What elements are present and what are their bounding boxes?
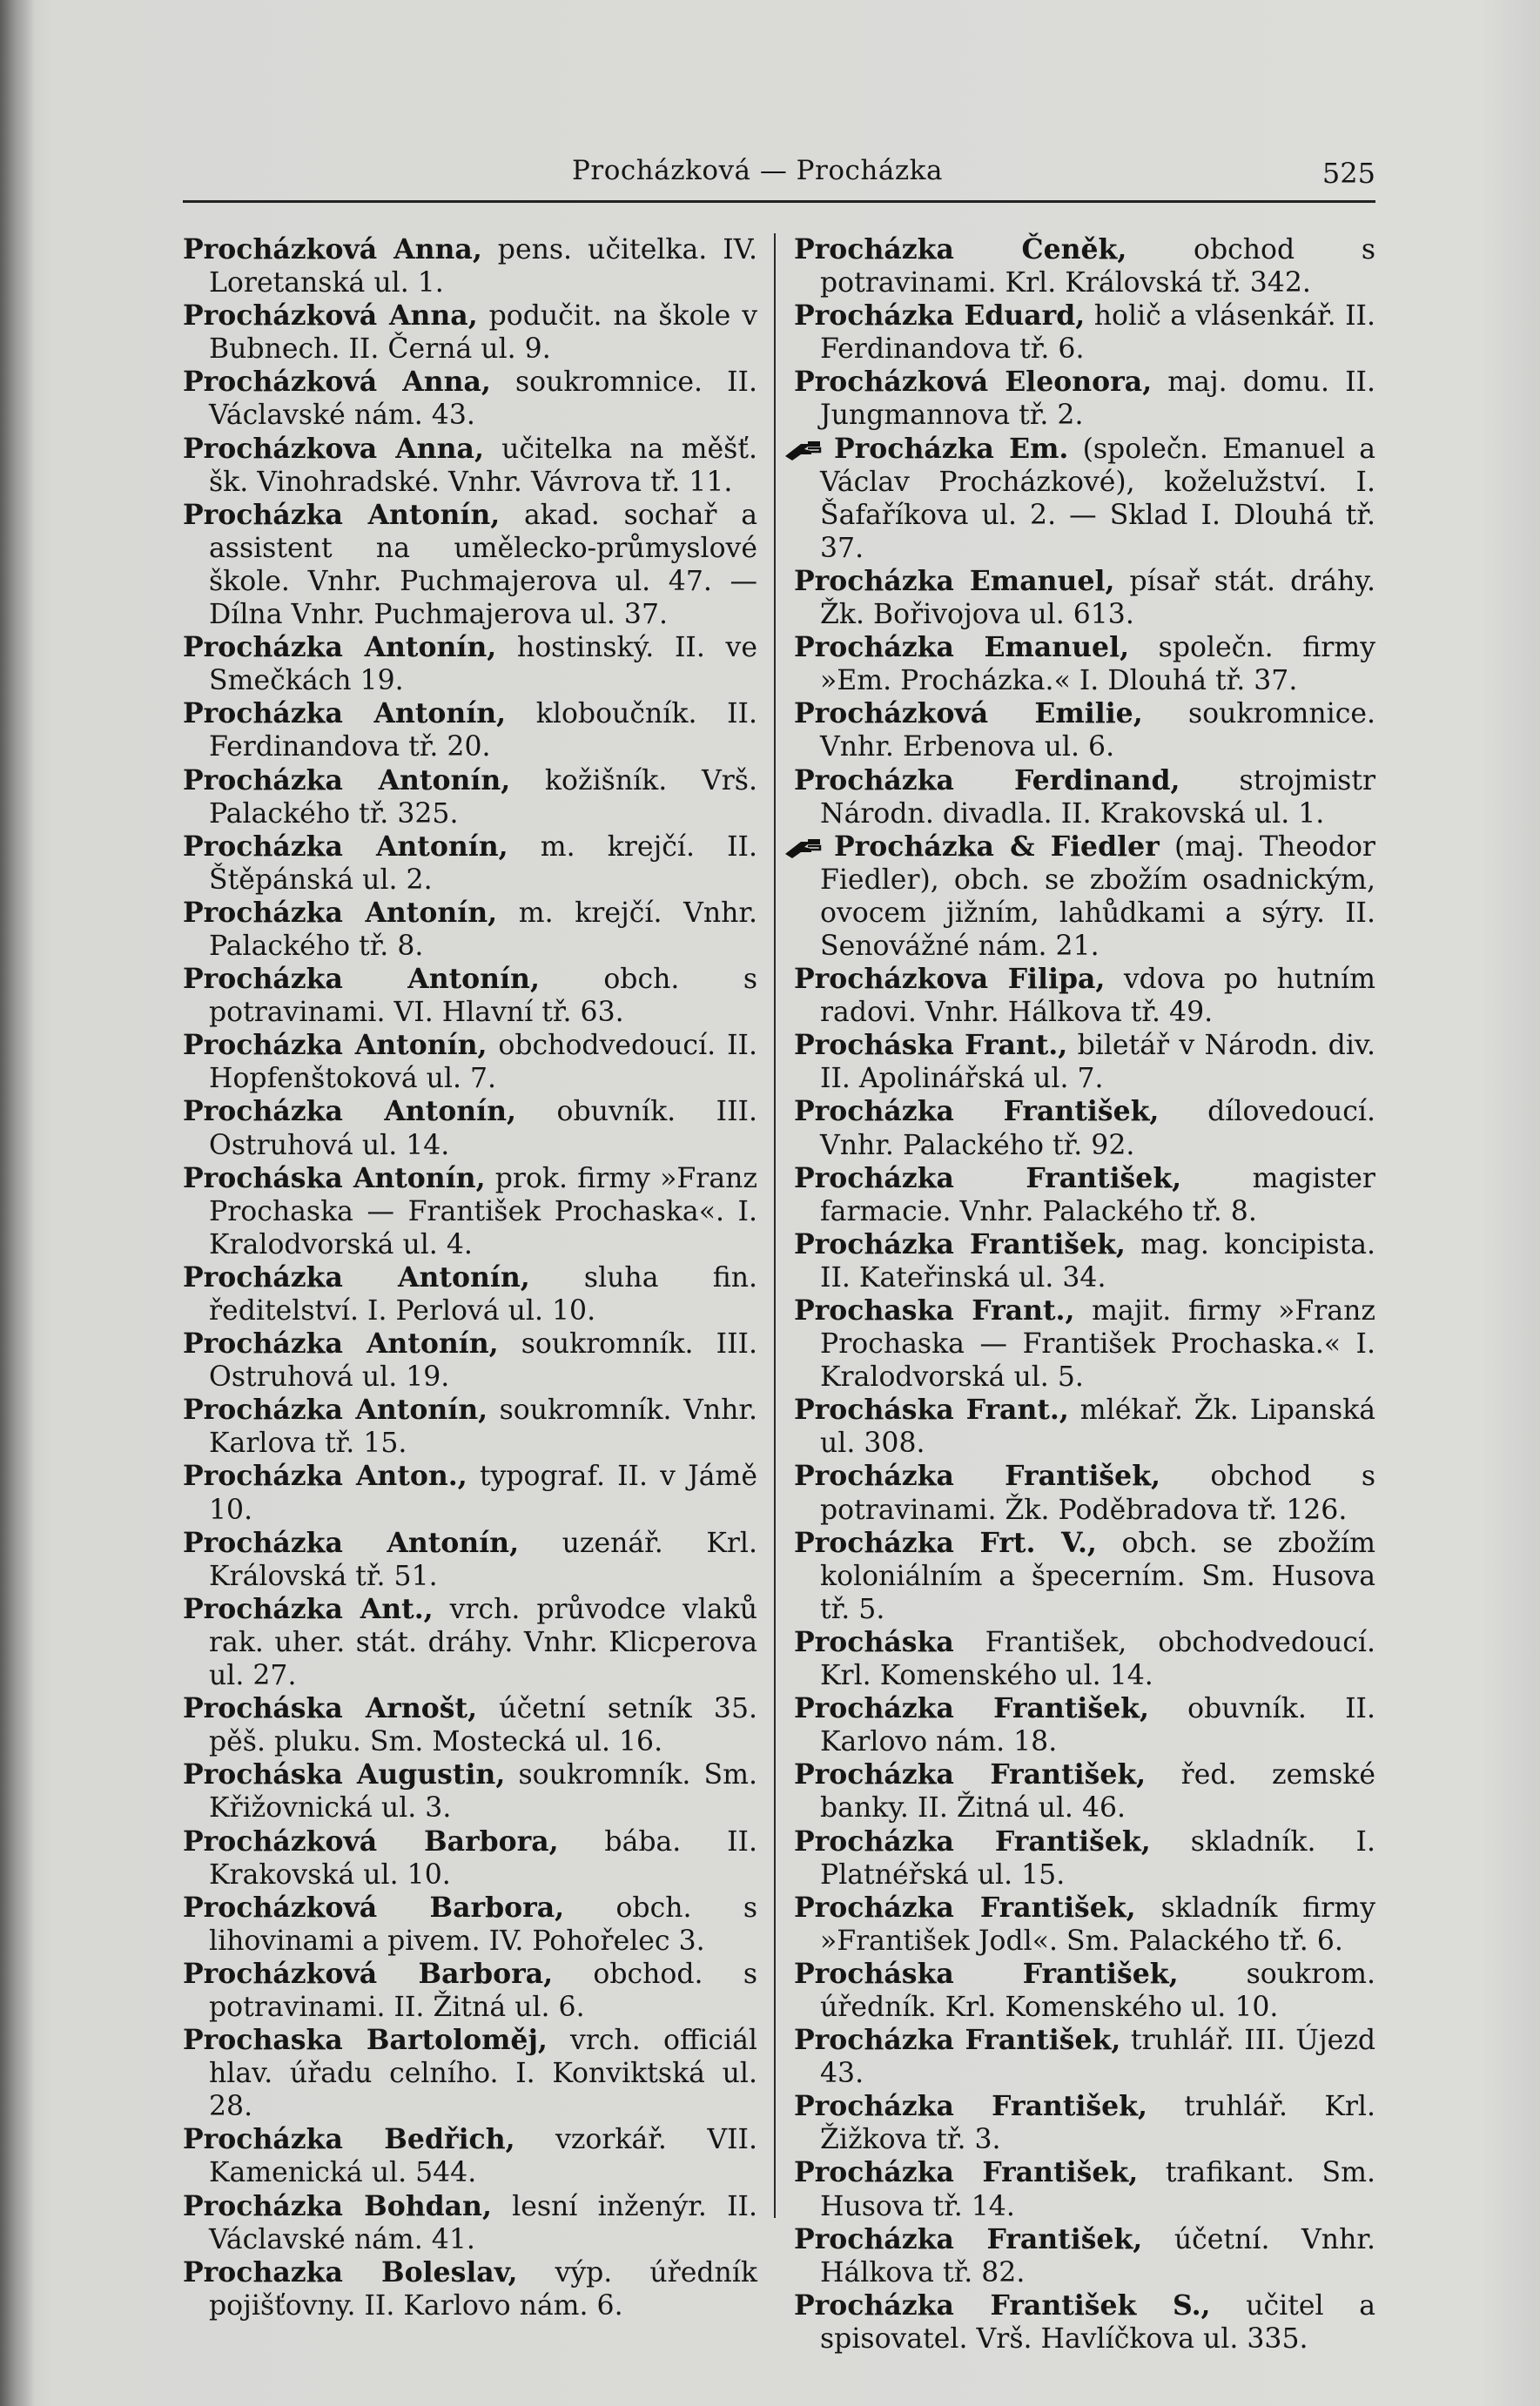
directory-entry xyxy=(794,631,1375,697)
directory-entry xyxy=(183,963,757,1029)
directory-entry xyxy=(183,299,757,366)
directory-entry xyxy=(183,1261,757,1327)
directory-entry xyxy=(183,2256,757,2322)
entry-name: Procházka Antonín, xyxy=(183,1260,530,1294)
entry-name: Procházková Barbora, xyxy=(183,1957,554,1990)
entry-name: Procháska Arnošt, xyxy=(183,1692,478,1725)
entry-details: trafikant. Sm. Husova tř. 14. xyxy=(820,2157,1375,2222)
entry-name: Procháska Augustin, xyxy=(183,1758,506,1791)
entry-details: obuvník. III. Ostruhová ul. 14. xyxy=(209,1096,758,1161)
entry-name: Procházka František, xyxy=(794,1227,1126,1260)
directory-entry xyxy=(183,1029,757,1095)
directory-entry xyxy=(183,1327,757,1394)
entry-name: Procháska xyxy=(794,1625,954,1658)
entry-name: Procházkova Filipa, xyxy=(794,963,1106,996)
entry-name: Procházka Frt. V., xyxy=(794,1526,1097,1559)
entry-details: výp. úředník pojišťovny. II. Karlovo nám. 6. xyxy=(209,2256,757,2322)
left-column xyxy=(183,233,757,2322)
directory-entry xyxy=(794,697,1375,763)
entry-details: účetní. Vnhr. Hálkova tř. 82. xyxy=(820,2223,1375,2288)
entry-details: mlékař. Žk. Lipanská ul. 308. xyxy=(820,1395,1375,1460)
entry-name: Procházka Eduard, xyxy=(794,299,1086,333)
entry-details: skladník. I. Platnéřská ul. 15. xyxy=(820,1825,1375,1891)
entry-name: Procházka Bedřich, xyxy=(183,2123,515,2156)
entry-details: majit. firmy »Franz Prochaska — František Prochaska.« I. Kralodvorská ul. 5. xyxy=(820,1295,1375,1394)
entry-details: vrch. průvodce vlaků rak. uher. stát. dráhy. Vnhr. Klicperova ul. 27. xyxy=(209,1593,758,1692)
entry-details: akad. sochař a assistent na umělecko-průmyslové škole. Vnhr. Puchmajerova ul. 47. — Dílna Vnhr. Puchmajerova ul. 37. xyxy=(209,499,757,631)
directory-entry xyxy=(183,764,757,830)
directory-entry xyxy=(183,697,757,763)
directory-entry xyxy=(794,2024,1375,2090)
entry-name: Prochazka Boleslav, xyxy=(183,2255,518,2288)
directory-entry xyxy=(183,1162,757,1261)
entry-name: Procházka František, xyxy=(794,2156,1139,2189)
entry-details: typograf. II. v Jámě 10. xyxy=(209,1461,757,1526)
directory-entry xyxy=(794,2223,1375,2289)
entry-details: strojmistr Národn. divadla. II. Krakovská ul. 1. xyxy=(820,764,1375,830)
pointing-hand-icon xyxy=(782,437,829,463)
entry-details: (maj. Theodor Fiedler), obch. se zbožím osadnickým, ovocem jižním, lahůdkami a sýry. II. Senovážné nám. 21. xyxy=(820,830,1375,962)
directory-entry xyxy=(794,2090,1375,2156)
entry-name: Prochaska Frant., xyxy=(794,1294,1075,1327)
entry-name: Procházka Ant., xyxy=(183,1592,434,1625)
directory-entry xyxy=(183,897,757,963)
entry-name: Procházková Barbora, xyxy=(183,1825,559,1858)
directory-entry xyxy=(794,1029,1375,1095)
directory-entry xyxy=(183,1527,757,1593)
directory-entry xyxy=(183,1692,757,1758)
entry-name: Procházková Anna, xyxy=(183,299,478,333)
entry-name: Procházka Antonín, xyxy=(183,1327,499,1361)
entry-name: Procháska František, xyxy=(794,1957,1179,1990)
entry-details: soukromnice. Vnhr. Erbenova ul. 6. xyxy=(820,698,1375,763)
directory-entry xyxy=(794,565,1375,631)
entry-details: obchodvedoucí. II. Hopfenštoková ul. 7. xyxy=(209,1030,758,1095)
entry-details: kožišník. Vrš. Palackého tř. 325. xyxy=(209,764,757,830)
directory-entry xyxy=(794,1294,1375,1394)
entry-details: mag. koncipista. II. Kateřinská ul. 34. xyxy=(820,1228,1376,1294)
directory-entry xyxy=(794,299,1375,366)
directory-entry xyxy=(183,1095,757,1161)
entry-details: soukromník. Sm. Křižovnická ul. 3. xyxy=(209,1759,757,1825)
directory-entry xyxy=(794,1825,1375,1892)
entry-details: vrch. officiál hlav. úřadu celního. I. Konviktská ul. 28. xyxy=(209,2025,757,2123)
directory-entry xyxy=(794,963,1375,1029)
entry-details: učitel a spisovatel. Vrš. Havlíčkova ul. 335. xyxy=(820,2289,1375,2355)
entry-name: Procházka Bohdan, xyxy=(183,2189,492,2222)
header-rule xyxy=(183,200,1375,203)
directory-entry xyxy=(794,1958,1375,2024)
entry-name: Procházka Antonín, xyxy=(183,963,540,996)
directory-entry xyxy=(183,366,757,432)
directory-entry xyxy=(794,830,1375,963)
entry-details: hostinský. II. ve Smečkách 19. xyxy=(209,632,757,697)
entry-details: obuvník. II. Karlovo nám. 18. xyxy=(820,1693,1375,1758)
entry-name: Procházka František, xyxy=(794,2024,1121,2057)
entry-name: Procházka František, xyxy=(794,1825,1151,1858)
entry-details: podučit. na škole v Bubnech. II. Černá ul. 9. xyxy=(209,300,757,366)
entry-details: truhlář. III. Újezd 43. xyxy=(820,2025,1375,2090)
entry-name: Procházka Antonín, xyxy=(183,830,508,863)
directory-entry xyxy=(794,1692,1375,1758)
column-divider xyxy=(774,233,776,2218)
directory-entry xyxy=(183,1958,757,2024)
entry-details: učitelka na měšť. šk. Vinohradské. Vnhr. Vávrova tř. 11. xyxy=(209,433,758,498)
directory-entry xyxy=(183,631,757,697)
entry-details: soukromník. III. Ostruhová ul. 19. xyxy=(209,1328,758,1394)
entry-details: pens. učitelka. IV. Loretanská ul. 1. xyxy=(209,234,757,299)
directory-entry xyxy=(794,1527,1375,1626)
entry-name: Procházkova Anna, xyxy=(183,432,484,465)
entry-name: Procházková Eleonora, xyxy=(794,366,1153,399)
entry-details: soukromník. Vnhr. Karlova tř. 15. xyxy=(209,1395,758,1460)
entry-name: Procházková Anna, xyxy=(183,233,482,265)
directory-entry xyxy=(183,1758,757,1825)
directory-entry xyxy=(794,1460,1375,1526)
directory-entry xyxy=(794,1095,1375,1161)
entry-details: prok. firmy »Franz Prochaska — František Prochaska«. I. Kralodvorská ul. 4. xyxy=(209,1162,757,1260)
entry-name: Procházková Anna, xyxy=(183,366,491,399)
entry-name: Procháska Frant., xyxy=(794,1029,1068,1062)
entry-name: Procházka Emanuel, xyxy=(794,631,1130,664)
entry-details: obchod s potravinami. Krl. Královská tř. 342. xyxy=(820,234,1375,299)
entry-name: Procházka František, xyxy=(794,1692,1149,1725)
entry-name: Procházka Antonín, xyxy=(183,1394,488,1427)
entry-details: biletář v Národn. div. II. Apolinářská ul. 7. xyxy=(820,1030,1375,1095)
directory-entry xyxy=(794,1758,1375,1825)
entry-details: m. krejčí. Vnhr. Palackého tř. 8. xyxy=(209,897,758,962)
entry-details: uzenář. Krl. Královská tř. 51. xyxy=(209,1527,758,1592)
entry-name: Procházka Antonín, xyxy=(183,763,511,796)
entry-details: soukromnice. II. Václavské nám. 43. xyxy=(209,366,758,432)
directory-entry xyxy=(183,233,757,299)
directory-entry xyxy=(794,1892,1375,1958)
entry-details: obch. s lihovinami a pivem. IV. Pohořelec 3. xyxy=(209,1892,758,1957)
entry-name: Procháska Frant., xyxy=(794,1394,1069,1427)
directory-entry xyxy=(794,2289,1375,2356)
directory-entry xyxy=(794,1394,1375,1460)
entry-details: František, obchodvedoucí. Krl. Komenského ul. 14. xyxy=(820,1626,1375,1692)
entry-details: kloboučník. II. Ferdinandova tř. 20. xyxy=(209,698,757,763)
entry-name: Procházka František, xyxy=(794,1891,1136,1924)
entry-name: Procházka František, xyxy=(794,1460,1160,1493)
entry-name: Procházka Antonín, xyxy=(183,1029,488,1062)
entry-details: m. krejčí. II. Štěpánská ul. 2. xyxy=(209,830,757,896)
entry-name: Procházka Antonín, xyxy=(183,1095,516,1128)
entry-name: Procháska Antonín, xyxy=(183,1161,486,1194)
directory-entry xyxy=(794,2156,1375,2222)
directory-entry xyxy=(183,1892,757,1958)
directory-entry xyxy=(183,2123,757,2189)
entry-details: obchod. s potravinami. II. Žitná ul. 6. xyxy=(209,1958,757,2023)
right-column xyxy=(794,233,1375,2356)
directory-entry xyxy=(183,2024,757,2123)
entry-name: Procházka František, xyxy=(794,2090,1147,2123)
entry-details: sluha fin. ředitelství. I. Perlová ul. 10. xyxy=(209,1261,757,1327)
entry-name: Procházková Barbora, xyxy=(183,1891,565,1924)
directory-entry xyxy=(794,1626,1375,1692)
directory-entry xyxy=(183,830,757,897)
entry-details: holič a vlásenkář. II. Ferdinandova tř. 6. xyxy=(820,300,1375,366)
entry-details: řed. zemské banky. II. Žitná ul. 46. xyxy=(820,1759,1375,1825)
entry-details: bába. II. Krakovská ul. 10. xyxy=(209,1825,757,1891)
entry-details: účetní setník 35. pěš. pluku. Sm. Mostecká ul. 16. xyxy=(209,1693,757,1758)
directory-entry xyxy=(183,1593,757,1692)
entry-name: Procházková Emilie, xyxy=(794,697,1143,730)
binding-shadow xyxy=(0,0,35,2406)
entry-details: dílovedoucí. Vnhr. Palackého tř. 92. xyxy=(820,1096,1375,1161)
entry-name: Procházka & Fiedler xyxy=(834,830,1160,863)
directory-entry xyxy=(183,1394,757,1460)
entry-name: Prochaska Bartoloměj, xyxy=(183,2024,548,2057)
page-number: 525 xyxy=(1321,157,1375,190)
running-head: Procházková — Procházka xyxy=(572,155,943,186)
entry-name: Procházka Antonín, xyxy=(183,498,501,531)
entry-name: Procházka Antonín, xyxy=(183,697,507,730)
entry-details: soukrom. úředník. Krl. Komenského ul. 10. xyxy=(820,1958,1375,2023)
entry-details: obch. s potravinami. VI. Hlavní tř. 63. xyxy=(209,964,757,1029)
directory-entry xyxy=(794,1228,1375,1294)
directory-entry xyxy=(794,366,1375,432)
page-header xyxy=(139,155,1375,198)
entry-name: Procházka Antonín, xyxy=(183,896,498,929)
entry-name: Procházka Anton., xyxy=(183,1460,467,1493)
directory-entry xyxy=(183,2190,757,2256)
entry-name: Procházka František, xyxy=(794,1758,1147,1791)
entry-name: Procházka František, xyxy=(794,1095,1160,1128)
entry-name: Procházka Em. xyxy=(834,432,1069,465)
directory-entry xyxy=(183,1460,757,1526)
entry-details: (společn. Emanuel a Václav Procházkové), koželužství. I. Šafaříkova ul. 2. — Sklad I. Dlouhá tř. 37. xyxy=(820,433,1375,564)
entry-details: vzorkář. VII. Kamenická ul. 544. xyxy=(209,2124,757,2189)
directory-entry xyxy=(183,499,757,631)
entry-name: Procházka František, xyxy=(794,2222,1143,2255)
directory-entry xyxy=(183,1825,757,1892)
pointing-hand-icon xyxy=(782,835,829,861)
entry-name: Procházka František, xyxy=(794,1161,1182,1194)
entry-details: společn. firmy »Em. Procházka.« I. Dlouhá tř. 37. xyxy=(820,632,1375,697)
entry-name: Procházka Antonín, xyxy=(183,631,497,664)
entry-name: Procházka Čeněk, xyxy=(794,233,1127,265)
entry-name: Procházka Emanuel, xyxy=(794,564,1115,597)
entry-details: magister farmacie. Vnhr. Palackého tř. 8. xyxy=(820,1162,1375,1227)
entry-details: truhlář. Krl. Žižkova tř. 3. xyxy=(820,2091,1375,2156)
directory-entry xyxy=(183,433,757,499)
entry-details: vdova po hutním radovi. Vnhr. Hálkova tř. 49. xyxy=(820,964,1375,1029)
directory-entry xyxy=(794,1162,1375,1228)
entry-name: Procházka Antonín, xyxy=(183,1526,520,1559)
entry-details: lesní inženýr. II. Václavské nám. 41. xyxy=(209,2190,757,2255)
entry-details: maj. domu. II. Jungmannova tř. 2. xyxy=(820,366,1375,432)
entry-details: obchod s potravinami. Žk. Poděbradova tř. 126. xyxy=(820,1461,1375,1526)
directory-entry xyxy=(794,764,1375,830)
directory-entry xyxy=(794,233,1375,299)
entry-name: Procházka Ferdinand, xyxy=(794,763,1180,796)
entry-name: Procházka František S., xyxy=(794,2288,1211,2322)
entry-details: skladník firmy »František Jodl«. Sm. Palackého tř. 6. xyxy=(820,1892,1375,1957)
entry-details: obch. se zbožím koloniálním a špecerním. Sm. Husova tř. 5. xyxy=(820,1527,1375,1625)
directory-entry xyxy=(794,433,1375,565)
entry-details: písař stát. dráhy. Žk. Bořivojova ul. 613. xyxy=(820,565,1375,631)
